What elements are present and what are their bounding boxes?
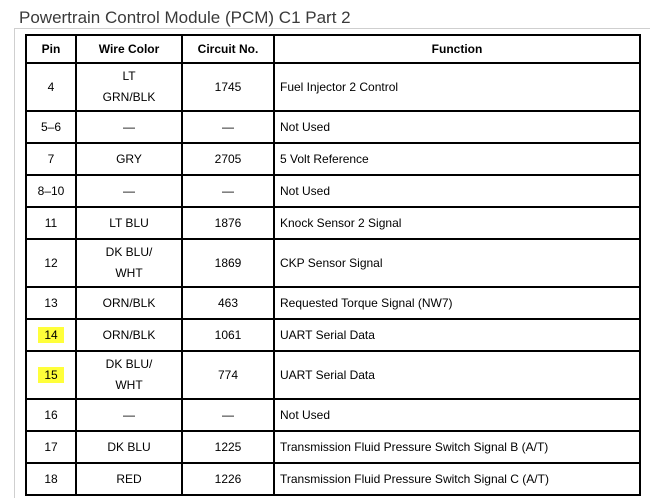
function-cell: Not Used xyxy=(274,399,640,431)
header-wire-color: Wire Color xyxy=(76,35,182,63)
wire-color-line1: DK BLU/ xyxy=(105,245,153,259)
table-row xyxy=(26,63,640,111)
function-cell: Not Used xyxy=(274,175,640,207)
circuit-cell: 1745 xyxy=(182,63,274,111)
pin-cell xyxy=(26,431,76,463)
wire-color-line1: LT xyxy=(122,69,136,83)
wire-color-cell xyxy=(76,351,182,399)
circuit-cell: 1061 xyxy=(182,319,274,351)
pin-cell xyxy=(26,351,76,399)
table-row xyxy=(26,463,640,495)
pin-value: 4 xyxy=(47,79,55,94)
page-title: Powertrain Control Module (PCM) C1 Part 2 xyxy=(19,8,351,27)
pin-cell xyxy=(26,399,76,431)
table-row xyxy=(26,287,640,319)
pin-value: 18 xyxy=(44,471,58,486)
wire-color-cell: — xyxy=(76,111,182,143)
table-row xyxy=(26,207,640,239)
function-cell: Not Used xyxy=(274,111,640,143)
wire-color-cell: LT BLU xyxy=(76,207,182,239)
pin-cell xyxy=(26,319,76,351)
wire-color-cell xyxy=(76,63,182,111)
pin-cell xyxy=(26,287,76,319)
table-header-row xyxy=(26,35,640,63)
circuit-cell: 463 xyxy=(182,287,274,319)
pin-value: 8–10 xyxy=(37,183,65,198)
circuit-cell: 1876 xyxy=(182,207,274,239)
table-row-highlighted xyxy=(26,319,640,351)
pin-cell xyxy=(26,463,76,495)
wire-color-cell: GRY xyxy=(76,143,182,175)
pin-cell xyxy=(26,63,76,111)
function-cell: Transmission Fluid Pressure Switch Signal C (A/T) xyxy=(274,463,640,495)
table-row xyxy=(26,143,640,175)
circuit-cell: 1869 xyxy=(182,239,274,287)
pin-cell xyxy=(26,239,76,287)
wire-color-line2: WHT xyxy=(115,378,143,392)
circuit-cell: 1225 xyxy=(182,431,274,463)
table-row-highlighted xyxy=(26,351,640,399)
circuit-cell: 1226 xyxy=(182,463,274,495)
table-row xyxy=(26,111,640,143)
header-function: Function xyxy=(274,35,640,63)
wire-color-cell: — xyxy=(76,175,182,207)
wire-color-line2: WHT xyxy=(115,266,143,280)
header-circuit-no: Circuit No. xyxy=(182,35,274,63)
wire-color-cell: RED xyxy=(76,463,182,495)
wire-color-cell: ORN/BLK xyxy=(76,319,182,351)
pin-value: 16 xyxy=(44,407,58,422)
pin-value: 5–6 xyxy=(40,119,62,134)
pin-cell xyxy=(26,175,76,207)
function-cell: UART Serial Data xyxy=(274,319,640,351)
function-cell: UART Serial Data xyxy=(274,351,640,399)
table-row xyxy=(26,431,640,463)
pin-highlight: 14 xyxy=(38,327,63,343)
table-row xyxy=(26,239,640,287)
circuit-cell: — xyxy=(182,111,274,143)
header-pin: Pin xyxy=(26,35,76,63)
function-cell: CKP Sensor Signal xyxy=(274,239,640,287)
wire-color-cell: ORN/BLK xyxy=(76,287,182,319)
pin-value: 13 xyxy=(44,295,58,310)
pin-value: 11 xyxy=(44,215,58,230)
pin-table xyxy=(25,34,641,496)
function-cell: Knock Sensor 2 Signal xyxy=(274,207,640,239)
wire-color-cell: — xyxy=(76,399,182,431)
circuit-cell: 2705 xyxy=(182,143,274,175)
table-row xyxy=(26,399,640,431)
wire-color-cell: DK BLU xyxy=(76,431,182,463)
pin-value: 12 xyxy=(44,255,58,270)
wire-color-line2: GRN/BLK xyxy=(102,90,156,104)
function-cell: Requested Torque Signal (NW7) xyxy=(274,287,640,319)
circuit-cell: — xyxy=(182,399,274,431)
table-row xyxy=(26,175,640,207)
circuit-cell: 774 xyxy=(182,351,274,399)
function-cell: Fuel Injector 2 Control xyxy=(274,63,640,111)
pin-value: 7 xyxy=(47,151,55,166)
pin-cell xyxy=(26,143,76,175)
function-cell: 5 Volt Reference xyxy=(274,143,640,175)
wire-color-cell xyxy=(76,239,182,287)
pin-value: 17 xyxy=(44,439,58,454)
pin-cell xyxy=(26,111,76,143)
function-cell: Transmission Fluid Pressure Switch Signal B (A/T) xyxy=(274,431,640,463)
circuit-cell: — xyxy=(182,175,274,207)
pin-cell xyxy=(26,207,76,239)
pin-highlight: 15 xyxy=(38,367,63,383)
wire-color-line1: DK BLU/ xyxy=(105,357,153,371)
